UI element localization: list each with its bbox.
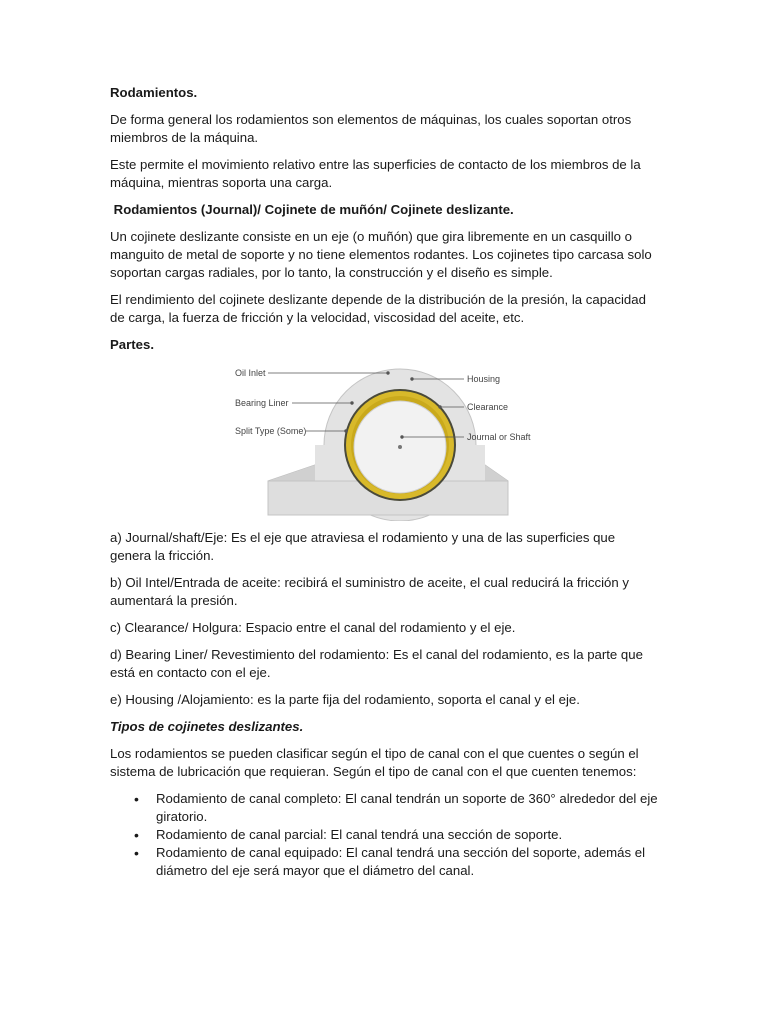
bullet-icon: •: [134, 791, 139, 807]
label-housing: Housing: [467, 374, 501, 384]
section-heading: Rodamientos (Journal)/ Cojinete de muñón/ Cojinete deslizante.: [110, 202, 514, 217]
bearing-diagram-svg: [110, 363, 650, 521]
part-d: d) Bearing Liner/ Revestimiento del rodamiento: Es el canal del rodamiento, es la parte que está en contacto con el eje.: [110, 647, 643, 680]
section-paragraph-2: El rendimiento del cojinete deslizante depende de la distribución de la presión, la capacidad de carga, la fuerza de fricción y la velocidad, viscosidad del aceite, etc.: [110, 292, 646, 325]
label-oil-inlet: Oil Inlet: [235, 368, 266, 378]
list-item-text: Rodamiento de canal equipado: El canal tendrá una sección del soporte, además el diámetro del eje será mayor que el diámetro del canal.: [156, 845, 645, 878]
bullet-icon: •: [134, 845, 139, 861]
part-e: e) Housing /Alojamiento: es la parte fija del rodamiento, soporta el canal y el eje.: [110, 692, 580, 707]
intro-paragraph-2: Este permite el movimiento relativo entre las superficies de contacto de los miembros de la máquina, mientras soporta una carga.: [110, 157, 641, 190]
bearing-diagram: [110, 363, 650, 521]
label-clearance: Clearance: [467, 402, 509, 412]
bullet-icon: •: [134, 827, 139, 843]
document-title: Rodamientos.: [110, 85, 198, 100]
types-list: [110, 790, 658, 880]
list-item: [134, 844, 658, 880]
parts-heading: Partes.: [110, 337, 154, 352]
list-item-text: Rodamiento de canal parcial: El canal tendrá una sección de soporte.: [156, 827, 563, 842]
types-heading: Tipos de cojinetes deslizantes.: [110, 719, 304, 734]
section-paragraph-1: Un cojinete deslizante consiste en un eje (o muñón) que gira libremente en un casquillo o manguito de metal de soporte y no tiene elementos rodantes. Los cojinetes tipo carcasa solo soportan cargas radiales, por lo tanto, la construcción y el diseño es simple.: [110, 229, 652, 280]
intro-paragraph-1: De forma general los rodamientos son elementos de máquinas, los cuales soportan otros miembros de la máquina.: [110, 112, 632, 145]
label-split-type: Split Type (Some): [235, 426, 307, 436]
part-b: b) Oil Intel/Entrada de aceite: recibirá el suministro de aceite, el cual reducirá la fricción y aumentará la presión.: [110, 575, 629, 608]
label-bearing-liner: Bearing Liner: [235, 398, 289, 408]
list-item: [134, 790, 658, 826]
label-journal: Journal or Shaft: [467, 432, 531, 442]
part-a: a) Journal/shaft/Eje: Es el eje que atraviesa el rodamiento y una de las superficies que genera la fricción.: [110, 530, 616, 563]
part-c: c) Clearance/ Holgura: Espacio entre el canal del rodamiento y el eje.: [110, 620, 516, 635]
list-item-text: Rodamiento de canal completo: El canal tendrán un soporte de 360° alrededor del eje giratorio.: [156, 791, 658, 824]
types-intro: Los rodamientos se pueden clasificar según el tipo de canal con el que cuentes o según el sistema de lubricación que requieran. Según el tipo de canal con el que cuenten tenemos:: [110, 746, 639, 779]
list-item: [134, 826, 658, 844]
